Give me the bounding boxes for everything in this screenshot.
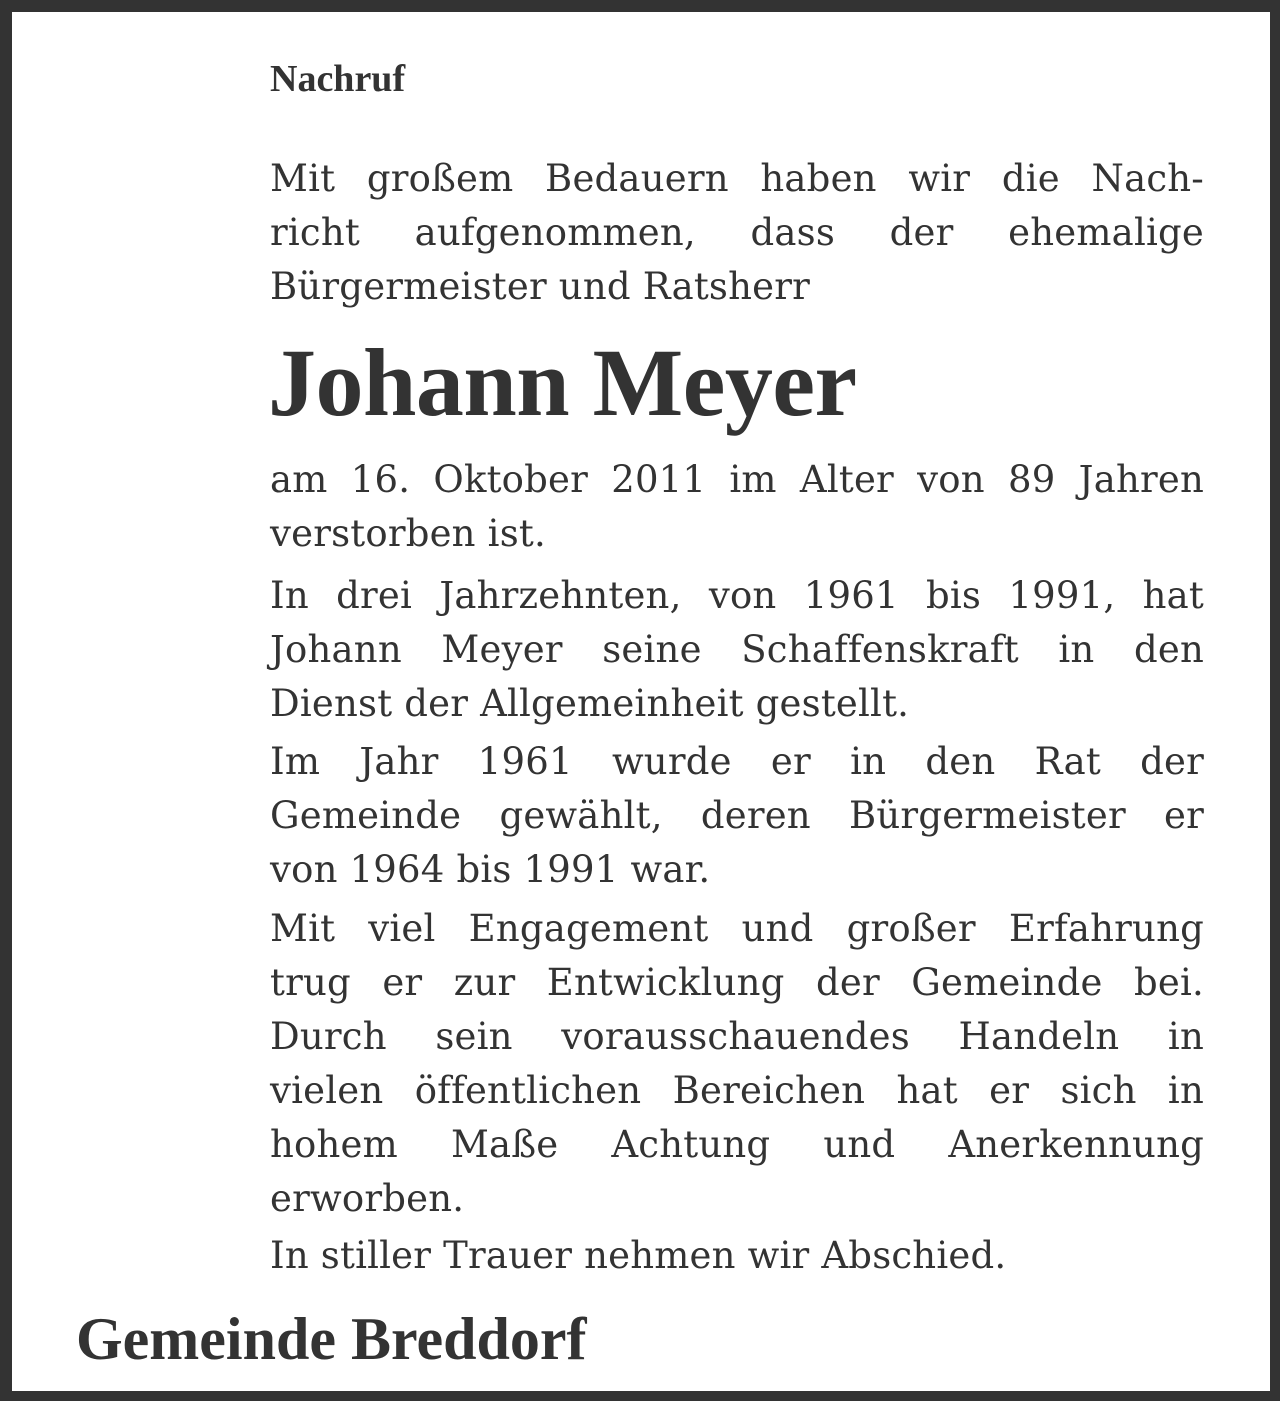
merit-line: vielen öffentlichen Bereichen hat er sich in [270,1069,1204,1112]
death-line: am 16. Oktober 2011 im Alter von 89 Jahren [270,458,1204,501]
merit-line: hohem Maße Achtung und Anerkennung [270,1123,1204,1166]
closing-paragraph [270,1229,1204,1283]
signature: Gemeinde Breddorf [76,1306,587,1372]
intro-line: richt aufgenommen, dass der ehemalige [270,211,1204,254]
service-line: In drei Jahrzehnten, von 1961 bis 1991, hat [270,574,1204,617]
intro-paragraph [270,152,1204,314]
council-line: von 1964 bis 1991 war. [270,848,711,891]
merit-line: erworben. [270,1177,465,1220]
council-paragraph [270,735,1204,897]
closing-line: In stiller Trauer nehmen wir Abschied. [270,1234,1007,1277]
merit-line: trug er zur Entwicklung der Gemeinde bei. [270,961,1204,1004]
death-paragraph [270,453,1204,561]
intro-line: Bürgermeister und Ratsherr [270,265,811,308]
deceased-name: Johann Meyer [268,329,857,436]
merit-line: Durch sein vorausschauendes Handeln in [270,1015,1204,1058]
death-line: verstorben ist. [270,512,546,555]
service-paragraph [270,569,1204,731]
merit-paragraph [270,902,1204,1226]
council-line: Im Jahr 1961 wurde er in den Rat der [270,740,1204,783]
merit-line: Mit viel Engagement und großer Erfahrung [270,907,1204,950]
notice-heading: Nachruf [270,58,406,100]
council-line: Gemeinde gewählt, deren Bürgermeister er [270,794,1204,837]
service-line: Dienst der Allgemeinheit gestellt. [270,682,910,725]
service-line: Johann Meyer seine Schaffenskraft in den [270,628,1204,671]
intro-line: Mit großem Bedauern haben wir die Nach- [270,157,1204,200]
